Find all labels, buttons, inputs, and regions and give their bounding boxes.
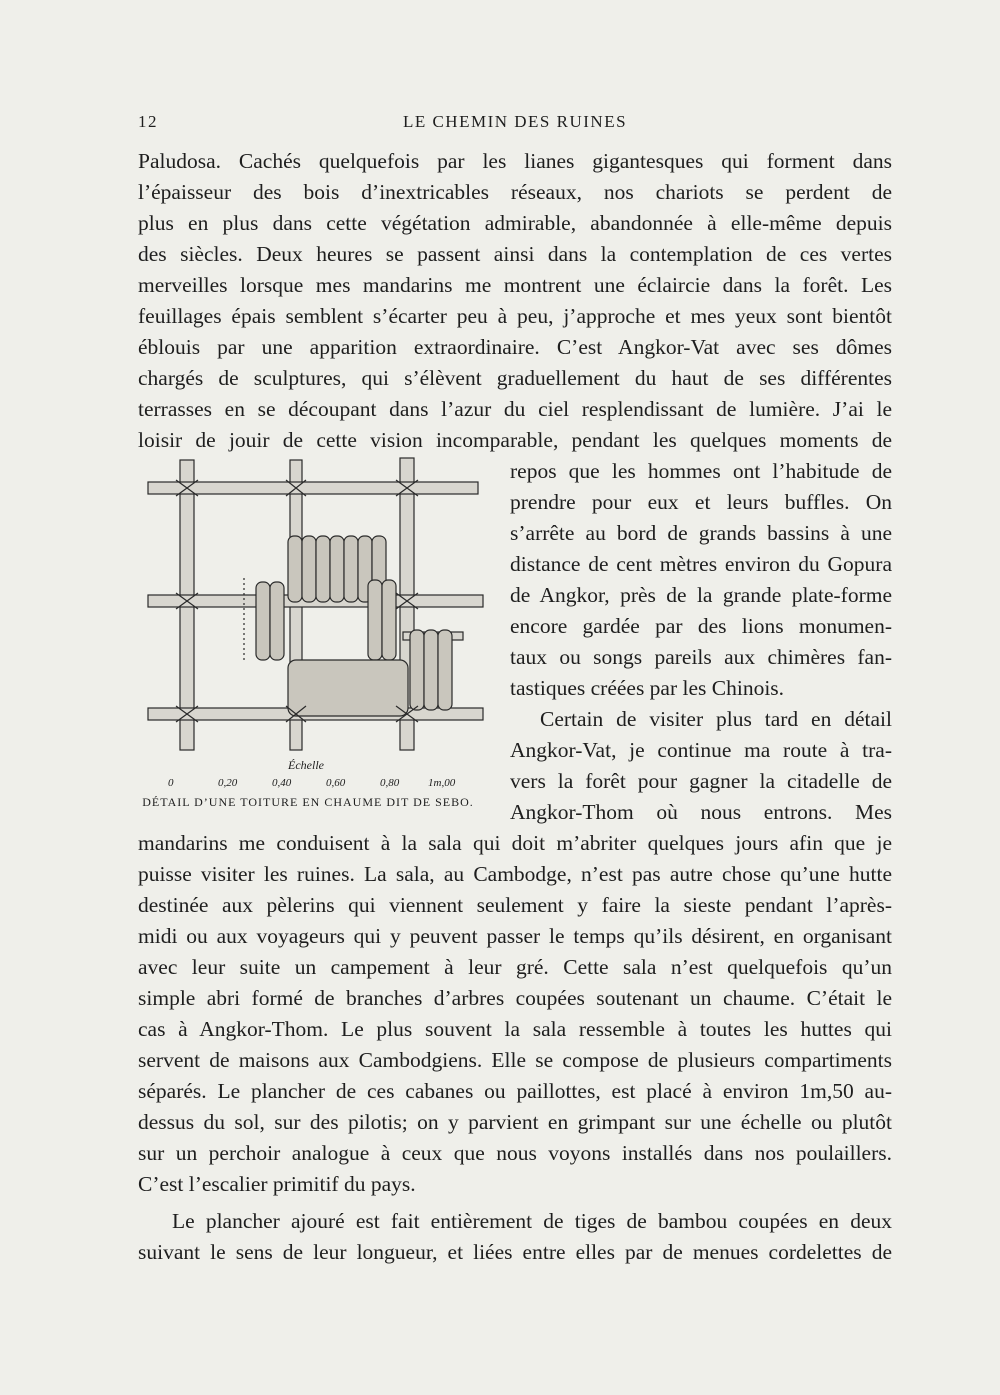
- text-line: terrasses en se découpant dans l’azur du ciel resplendissant de lumière. J’ai le: [138, 397, 892, 421]
- text-line: C’est l’escalier primitif du pays.: [138, 1172, 416, 1196]
- text-line: repos que les hommes ont l’habitude de: [510, 459, 892, 483]
- text-line: éblouis par une apparition extraordinaire. C’est Angkor-Vat avec ses dômes: [138, 335, 892, 359]
- text-line: dessus du sol, sur des pilotis; on y parvient en grimpant sur une échelle ou plutôt: [138, 1110, 892, 1134]
- text-line: loisir de jouir de cette vision incomparable, pendant les quelques moments de: [138, 428, 892, 452]
- text-line: avec leur suite un campement à leur gré. Cette sala n’est quelquefois qu’un: [138, 955, 892, 979]
- scale-tick: 0,20: [218, 777, 238, 789]
- text-line: servent de maisons aux Cambodgiens. Elle se compose de plusieurs compartiments: [138, 1048, 892, 1072]
- text-line: suivant le sens de leur longueur, et liées entre elles par de menues cordelettes de: [138, 1240, 892, 1264]
- text-line: de Angkor, près de la grande plate-forme: [510, 583, 892, 607]
- scale-label: Échelle: [288, 758, 324, 772]
- text-line: taux ou songs pareils aux chimères fan-: [510, 645, 892, 669]
- text-line: destinée aux pèlerins qui viennent seulement y faire la sieste pendant l’après-: [138, 893, 892, 917]
- text-line: Paludosa. Cachés quelquefois par les lianes gigantesques qui forment dans: [138, 149, 892, 173]
- thatch-roof-figure: [138, 450, 498, 822]
- text-line: Le plancher ajouré est fait entièrement de tiges de bambou coupées en deux: [172, 1209, 892, 1233]
- text-line: encore gardée par des lions monumen-: [510, 614, 892, 638]
- text-line: puisse visiter les ruines. La sala, au Cambodge, n’est pas autre chose qu’une hutte: [138, 862, 892, 886]
- page-header: [138, 112, 892, 142]
- text-line: plus en plus dans cette végétation admirable, abandonnée à elle-même depuis: [138, 211, 892, 235]
- figure-caption: DÉTAIL D’UNE TOITURE EN CHAUME DIT DE SEBO.: [142, 795, 474, 809]
- scale-tick: 0,80: [380, 777, 400, 789]
- text-line: chargés de sculptures, qui s’élèvent graduellement du haut de ses différentes: [138, 366, 892, 390]
- text-line: l’épaisseur des bois d’inextricables réseaux, nos chariots se perdent de: [138, 180, 892, 204]
- page-number: 12: [138, 112, 158, 131]
- text-line: cas à Angkor-Thom. Le plus souvent la sala ressemble à toutes les huttes qui: [138, 1017, 892, 1041]
- text-line: séparés. Le plancher de ces cabanes ou paillottes, est placé à environ 1m,50 au-: [138, 1079, 892, 1103]
- text-line: prendre pour eux et leurs buffles. On: [510, 490, 892, 514]
- text-line: simple abri formé de branches d’arbres coupées soutenant un chaume. C’était le: [138, 986, 892, 1010]
- text-line: feuillages épais semblent s’écarter peu à peu, j’approche et mes yeux sont bientôt: [138, 304, 892, 328]
- running-title: LE CHEMIN DES RUINES: [402, 112, 628, 131]
- text-line: s’arrête au bord de grands bassins à une: [510, 521, 892, 545]
- text-line: sur un perchoir analogue à ceux que nous voyons installés dans nos poulaillers.: [138, 1141, 892, 1165]
- text-line: Angkor-Vat, je continue ma route à tra-: [510, 738, 892, 762]
- scale-tick: 0,60: [326, 777, 346, 789]
- scale-tick: 0,40: [272, 777, 292, 789]
- text-line: Angkor-Thom où nous entrons. Mes: [510, 800, 892, 824]
- text-line: vers la forêt pour gagner la citadelle de: [510, 769, 892, 793]
- text-line: Certain de visiter plus tard en détail: [540, 707, 892, 731]
- text-line: mandarins me conduisent à la sala qui doit m’abriter quelques jours afin que je: [138, 831, 892, 855]
- text-line: midi ou aux voyageurs qui y peuvent passer le temps qu’ils désirent, en organisant: [138, 924, 892, 948]
- scale-tick: 1m,00: [428, 777, 456, 789]
- thatch-illustration: [138, 450, 498, 760]
- text-line: tastiques créées par les Chinois.: [510, 676, 785, 700]
- text-line: des siècles. Deux heures se passent ainsi dans la contemplation de ces vertes: [138, 242, 892, 266]
- text-line: distance de cent mètres environ du Gopura: [510, 552, 892, 576]
- text-line: merveilles lorsque mes mandarins me montrent une éclaircie dans la forêt. Les: [138, 273, 892, 297]
- scale-tick: 0: [168, 777, 174, 789]
